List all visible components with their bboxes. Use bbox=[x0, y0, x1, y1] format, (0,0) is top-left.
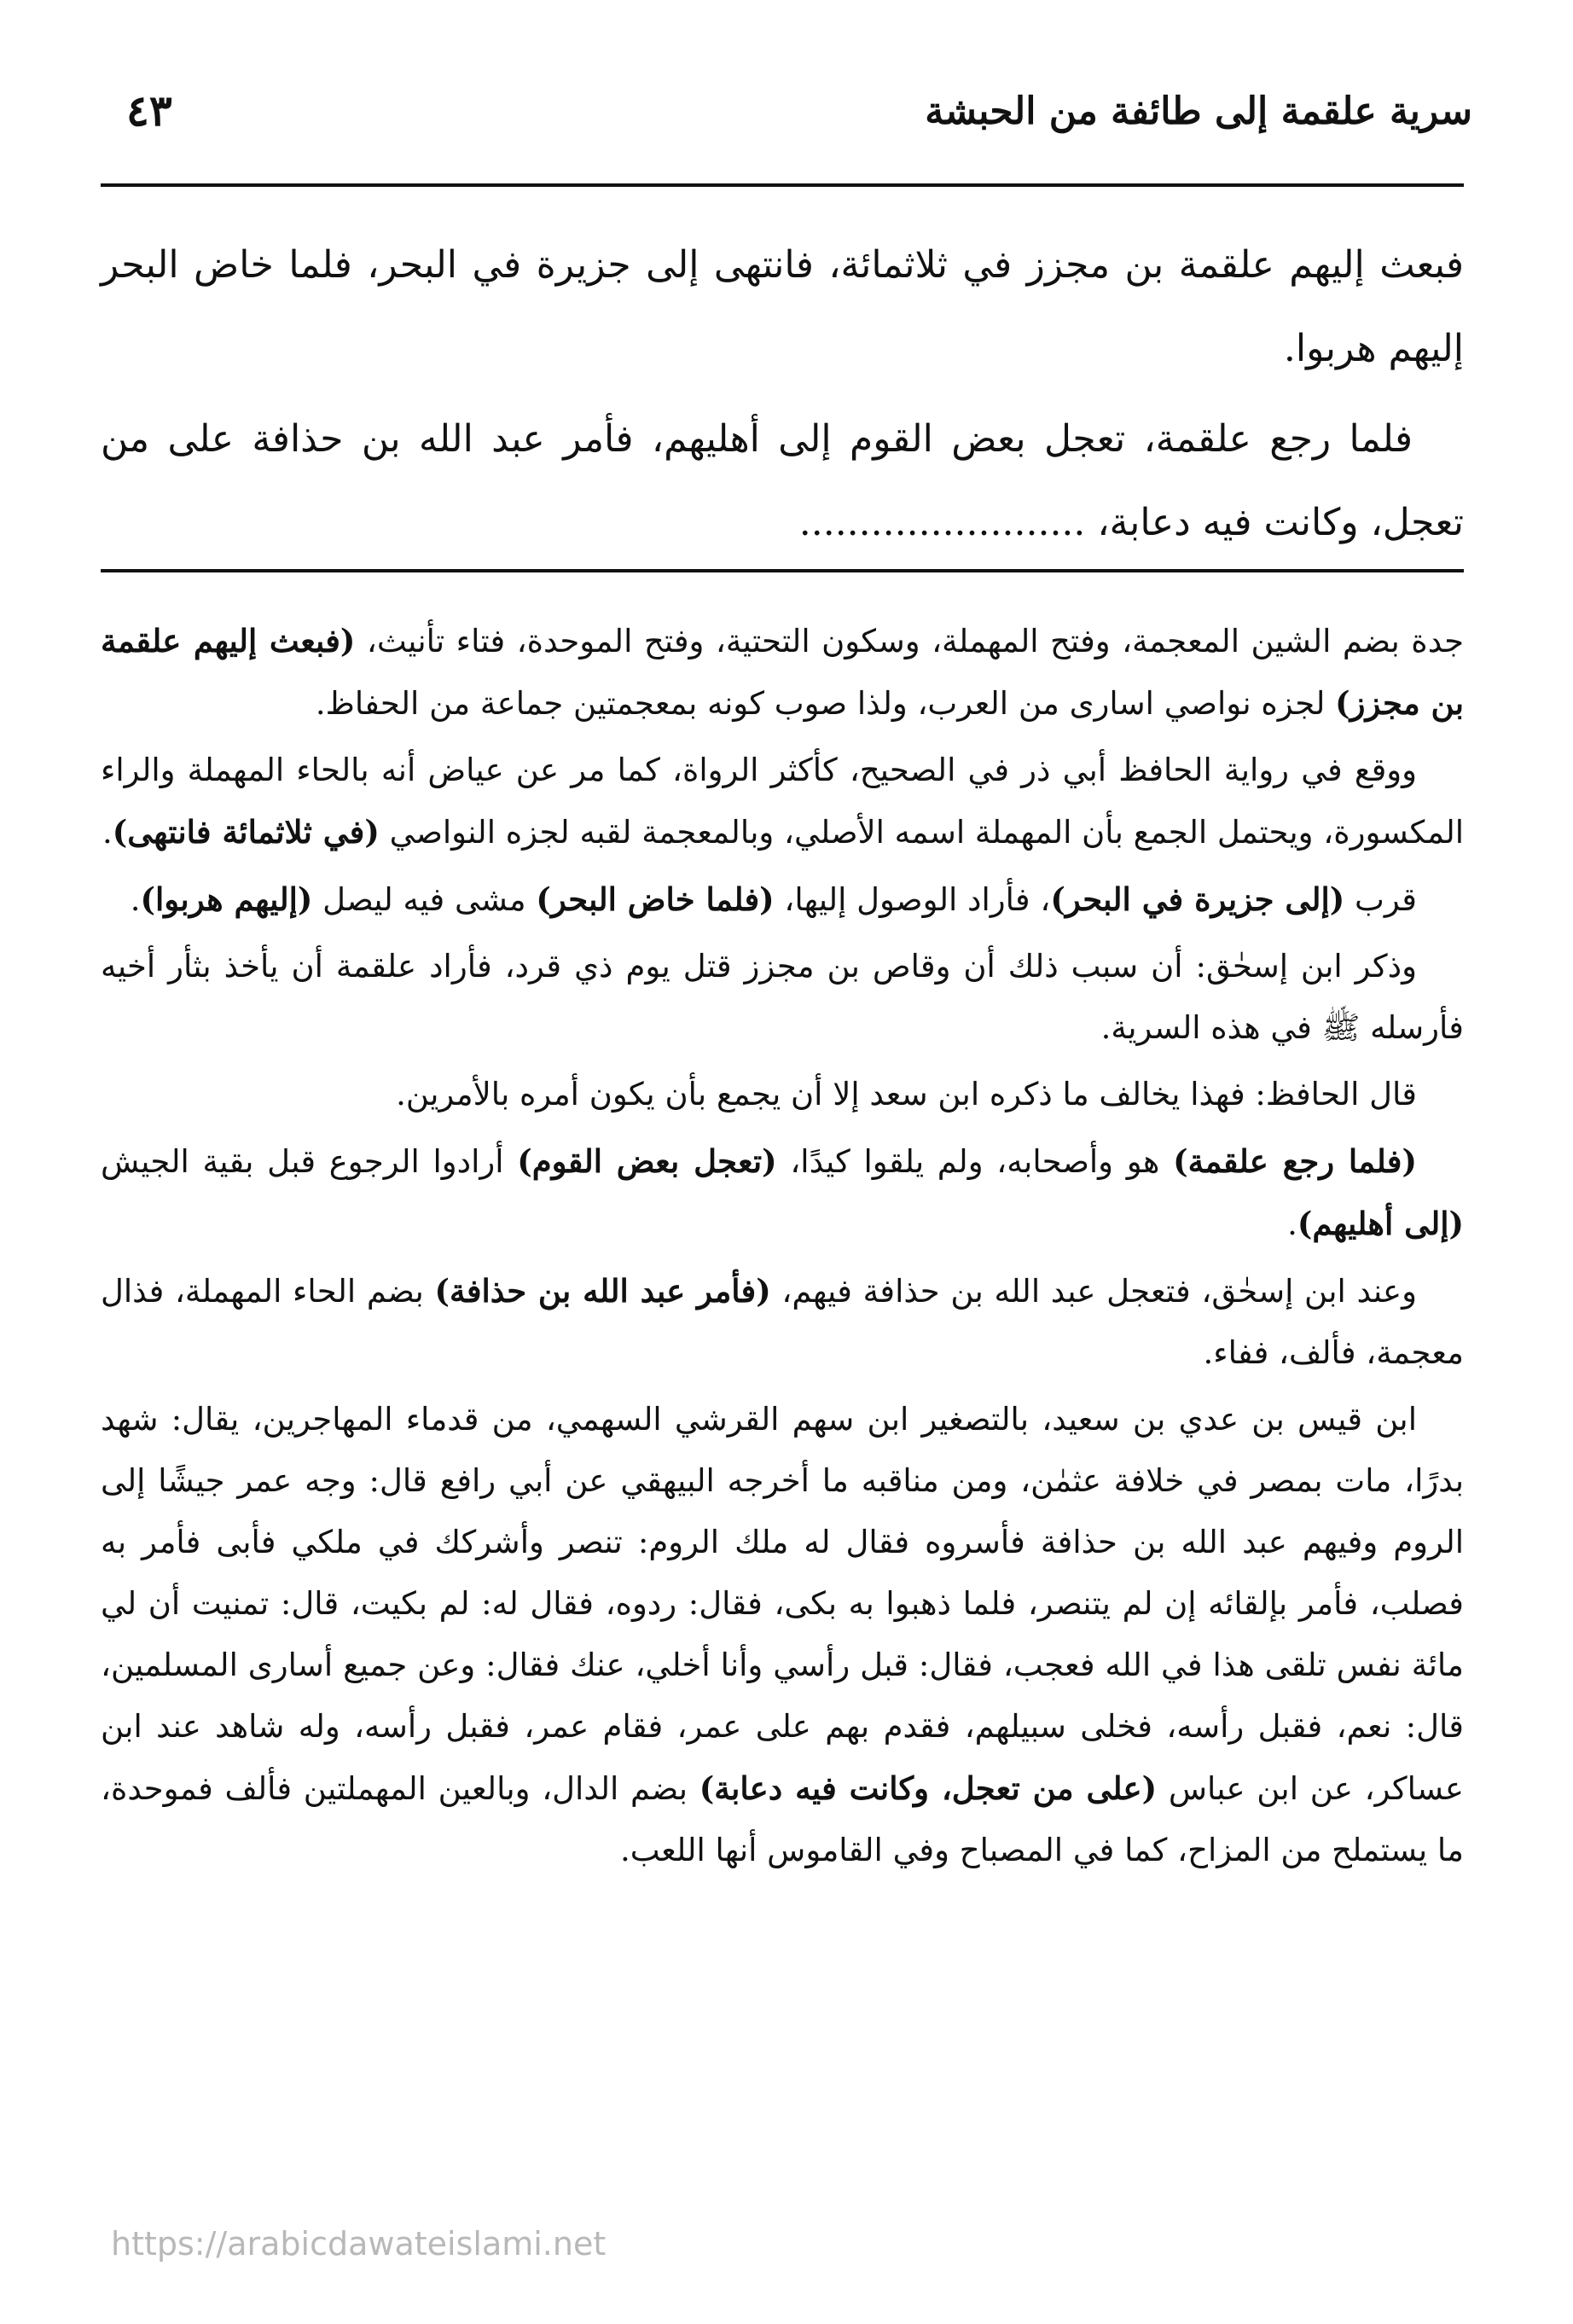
commentary-text: وعند ابن إسحٰق، فتعجل عبد الله بن حذافة فيهم، bbox=[770, 1273, 1417, 1310]
commentary-block bbox=[101, 610, 1464, 1886]
commentary-paragraph-7 bbox=[101, 1260, 1464, 1384]
commentary-text: مشى فيه ليصل bbox=[312, 881, 537, 918]
commentary-paragraph-3 bbox=[101, 869, 1464, 931]
quoted-phrase: (على من تعجل، وكانت فيه دعابة) bbox=[699, 1769, 1158, 1807]
commentary-text: بضم الحاء المهملة، فذال معجمة، فألف، ففاء. bbox=[101, 1273, 1464, 1371]
commentary-text: هو وأصحابه، ولم يلقوا كيدًا، bbox=[776, 1143, 1174, 1180]
page-header bbox=[101, 81, 1472, 158]
commentary-paragraph-2 bbox=[101, 740, 1464, 863]
commentary-paragraph-6 bbox=[101, 1130, 1464, 1255]
quoted-phrase: (فبعث إليهم علقمة بن مجزز) bbox=[101, 622, 1464, 722]
commentary-text: لجزه نواصي اسارى من العرب، ولذا صوب كونه بمعجمتين جماعة من الحفاظ. bbox=[315, 685, 1336, 722]
quoted-phrase: (إليهم هربوا) bbox=[140, 880, 313, 918]
commentary-paragraph-5: قال الحافظ: فهذا يخالف ما ذكره ابن سعد إلا أن يجمع بأن يكون أمره بالأمرين. bbox=[396, 1076, 1417, 1113]
commentary-text: . bbox=[1287, 1206, 1297, 1242]
commentary-divider bbox=[101, 569, 1464, 572]
commentary-text: ، فأراد الوصول إليها، bbox=[774, 881, 1051, 918]
quoted-phrase: (إلى جزيرة في البحر) bbox=[1050, 880, 1345, 918]
commentary-text: . bbox=[102, 814, 113, 851]
header-divider bbox=[101, 183, 1464, 187]
commentary-text: ووقع في رواية الحافظ أبي ذر في الصحيح، كأكثر الرواة، كما مر عن عياض أنه بالحاء المهملة والراء المكسورة، ويحتمل الجمع بأن المهملة اسمه الأصلي، وبالمعجمة لقبه لجزه النواصي bbox=[101, 752, 1464, 851]
commentary-text: جدة بضم الشين المعجمة، وفتح المهملة، وسكون التحتية، وفتح الموحدة، فتاء تأنيث، bbox=[355, 623, 1464, 659]
quoted-phrase: (فلما خاض البحر) bbox=[536, 880, 775, 918]
commentary-text: قرب bbox=[1344, 881, 1417, 918]
main-paragraph-2: فلما رجع علقمة، تعجل بعض القوم إلى أهليهم، فأمر عبد الله بن حذافة على من تعجل، وكانت فيه دعابة، ........................ bbox=[101, 417, 1464, 544]
commentary-text: بضم الدال، وبالعين المهملتين فألف فموحدة، ما يستملح من المزاح، كما في المصباح وفي القاموس أنها اللعب. bbox=[101, 1770, 1464, 1868]
quoted-phrase: (في ثلاثمائة فانتهى) bbox=[112, 813, 380, 851]
running-title: سرية علقمة إلى طائفة من الحبشة bbox=[925, 90, 1472, 133]
page-number: ٤٣ bbox=[126, 85, 172, 136]
watermark-url: https://arabicdawateislami.net bbox=[111, 2225, 607, 2263]
quoted-phrase: (تعجل بعض القوم) bbox=[517, 1142, 777, 1180]
commentary-paragraph-4: وذكر ابن إسحٰق: أن سبب ذلك أن وقاص بن مجزز قتل يوم ذي قرد، فأراد علقمة أن يأخذ بثأر أخيه فأرسله ﷺ في هذه السرية. bbox=[101, 948, 1464, 1046]
commentary-text: ابن قيس بن عدي بن سعيد، بالتصغير ابن سهم القرشي السهمي، من قدماء المهاجرين، يقال: شهد بدرًا، مات بمصر في خلافة عثمٰن، ومن مناقبه ما أخرجه البيهقي عن أبي رافع قال: وجه عمر جيشًا إلى الروم وفيهم عبد الله بن حذافة فأسروه فقال له ملك الروم: تنصر وأشركك في ملكي فأبى فأمر به فصلب، فأمر بإلقائه إن لم يتنصر، فلما ذهبوا به بكى، فقال: ردوه، فقال له: لم بكيت، قال: تمنيت أن لي مائة نفس تلقى هذا في الله فعجب، فقال: قبل رأسي وأنا أخلي، عنك فقال: وعن جميع أسارى المسلمين، قال: نعم، فقبل رأسه، فخلى سبيلهم، فقدم بهم على عمر، فقام عمر، فقبل رأسه، وله شاهد عند ابن عساكر، عن ابن عباس bbox=[101, 1401, 1464, 1807]
main-text-block bbox=[101, 224, 1464, 572]
main-paragraph-1: فبعث إليهم علقمة بن مجزز في ثلاثمائة، فانتهى إلى جزيرة في البحر، فلما خاض البحر إليهم هربوا. bbox=[101, 243, 1464, 370]
commentary-text: . bbox=[130, 881, 141, 918]
quoted-phrase: (فلما رجع علقمة) bbox=[1173, 1142, 1417, 1180]
quoted-phrase: (فأمر عبد الله بن حذافة) bbox=[434, 1272, 771, 1310]
commentary-paragraph-1 bbox=[101, 610, 1464, 735]
quoted-phrase: (إلى أهليهم) bbox=[1297, 1205, 1464, 1242]
commentary-text: أرادوا الرجوع قبل بقية الجيش bbox=[101, 1143, 518, 1180]
commentary-paragraph-8 bbox=[101, 1389, 1464, 1881]
